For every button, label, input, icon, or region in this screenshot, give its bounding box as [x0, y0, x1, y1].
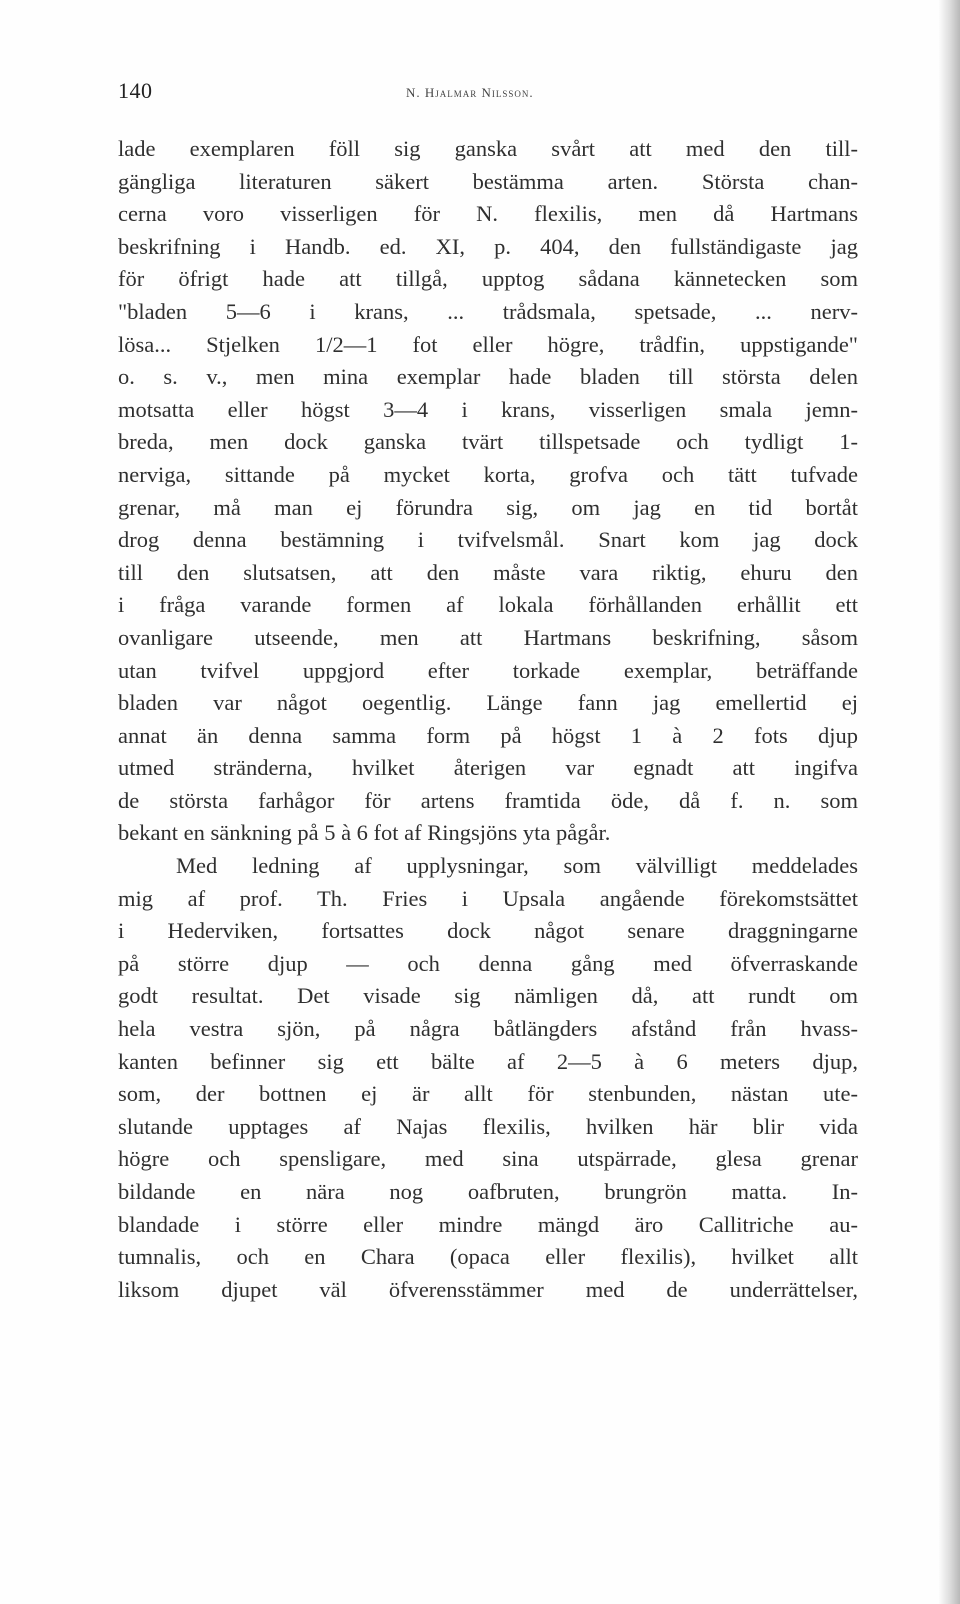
- text-line: beskrifning i Handb. ed. XI, p. 404, den fullständigaste jag: [118, 233, 858, 259]
- text-line: breda, men dock ganska tvärt tillspetsade och tydligt 1-: [118, 429, 858, 455]
- text-line: drog denna bestämning i tvifvelsmål. Snart kom jag dock: [118, 527, 858, 553]
- text-line: ovanligare utseende, men att Hartmans beskrifning, såsom: [118, 624, 858, 650]
- text-line: liksom djupet väl öfverensstämmer med de underrättelser,: [118, 1276, 858, 1302]
- text-line: bladen var något oegentlig. Länge fann jag emellertid ej: [118, 690, 858, 716]
- text-line: högre och spensligare, med sina utspärrade, glesa grenar: [118, 1146, 858, 1172]
- text-line: lade exemplaren föll sig ganska svårt att med den till-: [118, 136, 858, 161]
- text-line: kanten befinner sig ett bälte af 2—5 à 6 meters djup,: [118, 1048, 858, 1074]
- text-line: gängliga literaturen säkert bestämma arten. Största chan-: [118, 168, 858, 194]
- text-line: annat än denna samma form på högst 1 à 2 fots djup: [118, 722, 858, 748]
- page-header: [118, 78, 858, 108]
- text-line: mig af prof. Th. Fries i Upsala angående förekomstsättet: [118, 885, 858, 911]
- text-line: bekant en sänkning på 5 à 6 fot af Ringsjöns yta pågår.: [118, 820, 611, 846]
- text-line: Med ledning af upplysningar, som välvilligt meddelades: [176, 853, 858, 879]
- text-line: utmed stränderna, hvilket återigen var egnadt att ingifva: [118, 755, 858, 781]
- text-line: motsatta eller högst 3—4 i krans, visserligen smala jemn-: [118, 396, 858, 422]
- text-line: hela vestra sjön, på några båtlängders afstånd från hvass-: [118, 1016, 858, 1042]
- text-line: slutande upptages af Najas flexilis, hvilken här blir vida: [118, 1113, 858, 1139]
- text-line: blandade i större eller mindre mängd äro Callitriche au-: [118, 1211, 858, 1237]
- text-line: bildande en nära nog oafbruten, brungrön matta. In-: [118, 1179, 858, 1204]
- text-line: nerviga, sittande på mycket korta, grofva och tätt tufvade: [118, 461, 858, 487]
- body-text: [118, 133, 858, 1306]
- text-line: utan tvifvel uppgjord efter torkade exemplar, beträffande: [118, 657, 858, 683]
- text-line: "bladen 5—6 i krans, ... trådsmala, spetsade, ... nerv-: [118, 298, 858, 324]
- page-number: 140: [118, 78, 153, 103]
- text-line: till den slutsatsen, att den måste vara riktig, ehuru den: [118, 559, 858, 585]
- text-line: grenar, må man ej förundra sig, om jag en tid bortåt: [118, 494, 858, 520]
- text-line: som, der bottnen ej är allt för stenbunden, nästan ute-: [118, 1081, 858, 1107]
- text-line: cerna voro visserligen för N. flexilis, men då Hartmans: [118, 201, 858, 227]
- text-line: i Hederviken, fortsattes dock något senare draggningarne: [118, 918, 858, 944]
- text-line: tumnalis, och en Chara (opaca eller flexilis), hvilket allt: [118, 1244, 858, 1270]
- text-line: lösa... Stjelken 1/2—1 fot eller högre, trådfin, uppstigande": [118, 331, 858, 357]
- text-line: på större djup — och denna gång med öfverraskande: [118, 950, 858, 976]
- text-line: de största farhågor för artens framtida öde, då f. n. som: [118, 787, 858, 813]
- text-line: o. s. v., men mina exemplar hade bladen till största delen: [118, 364, 858, 390]
- text-line: för öfrigt hade att tillgå, upptog sådana kännetecken som: [118, 266, 858, 292]
- page-edge-shadow: [938, 0, 960, 1604]
- text-line: godt resultat. Det visade sig nämligen då, att rundt om: [118, 983, 858, 1009]
- text-line: i fråga varande formen af lokala förhållanden erhållit ett: [118, 592, 858, 618]
- running-head: N. Hjalmar Nilsson.: [406, 85, 534, 100]
